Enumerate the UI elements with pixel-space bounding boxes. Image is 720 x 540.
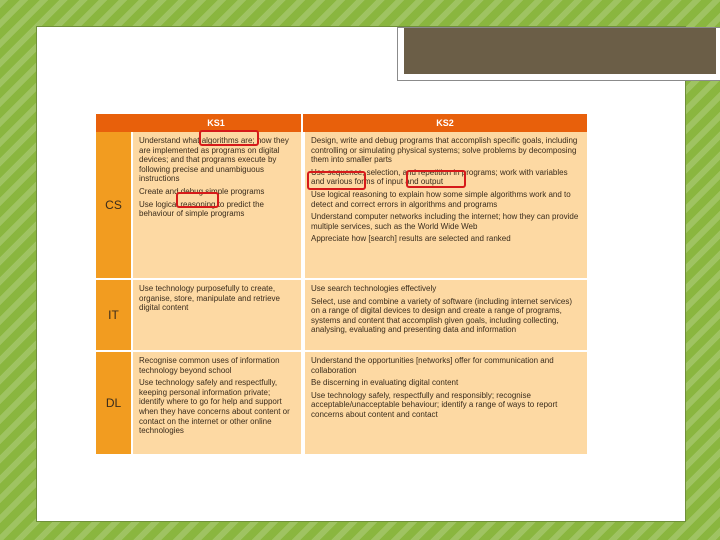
title-bar <box>404 28 716 74</box>
curriculum-table <box>96 114 587 454</box>
cell-text: Use technology safely and respectfully, keeping personal information private; identify where to go for help and support when they have concerns about content or contact on the internet or other online technologies <box>139 378 290 436</box>
cell-text: Create and debug simple programs <box>139 186 265 196</box>
highlight-repetition <box>406 170 466 188</box>
cell-text: Design, write and debug programs that accomplish specific goals, including controlling or simulating physical systems; solve problems by decomposing them into smaller parts <box>311 136 578 165</box>
cell-cs-ks2 <box>305 132 587 278</box>
cell-text: Use sequence, selection, and repetition in programs; work with variables and various forms of input and output <box>311 167 568 187</box>
header-ks2: KS2 <box>303 114 587 132</box>
cell-dl-ks1 <box>133 352 301 454</box>
cell-text: Use logical reasoning to explain how some simple algorithms work and to detect and correct errors in algorithms and programs <box>311 189 571 209</box>
row-label-it: IT <box>96 280 131 350</box>
cell-text: Select, use and combine a variety of software (including internet services) on a range of digital devices to design and create a range of programs, systems and content that accomplish given goals, including collecting, analysing, evaluating and presenting data and information <box>311 296 573 335</box>
cell-dl-ks2 <box>305 352 587 454</box>
cell-text: Use logical reasoning to predict the behaviour of simple programs <box>139 199 264 219</box>
cell-text: Appreciate how [search] results are selected and ranked <box>311 234 511 244</box>
cell-text: Recognise common uses of information technology beyond school <box>139 356 280 375</box>
highlight-debug <box>176 192 219 208</box>
cell-text: Use search technologies effectively <box>311 284 437 293</box>
cell-text: Be discerning in evaluating digital content <box>311 378 459 388</box>
title-placeholder <box>397 27 720 81</box>
header-ks1: KS1 <box>131 114 301 132</box>
highlight-algorithms <box>199 130 259 146</box>
row-label-cs: CS <box>96 132 131 278</box>
cell-it-ks1 <box>133 280 301 350</box>
cell-text: Understand computer networks including the internet; how they can provide multiple services, such as the World Wide Web <box>311 212 579 231</box>
cell-it-ks2 <box>305 280 587 350</box>
row-label-dl: DL <box>96 352 131 454</box>
cell-text: Understand the opportunities [networks] offer for communication and collaboration <box>311 356 554 375</box>
highlight-sequence <box>307 171 366 190</box>
cell-text: Use technology safely, respectfully and responsibly; recognise acceptable/unacceptable behaviour; identify a range of ways to report concerns about content and contact <box>311 390 558 419</box>
header-corner <box>96 114 131 132</box>
cell-text: Use technology purposefully to create, organise, store, manipulate and retrieve digital content <box>139 284 280 313</box>
cell-text: Understand what algorithms are; how they are implemented as programs on digital devices; and that programs execute by following precise and unambiguous instructions <box>139 136 289 184</box>
